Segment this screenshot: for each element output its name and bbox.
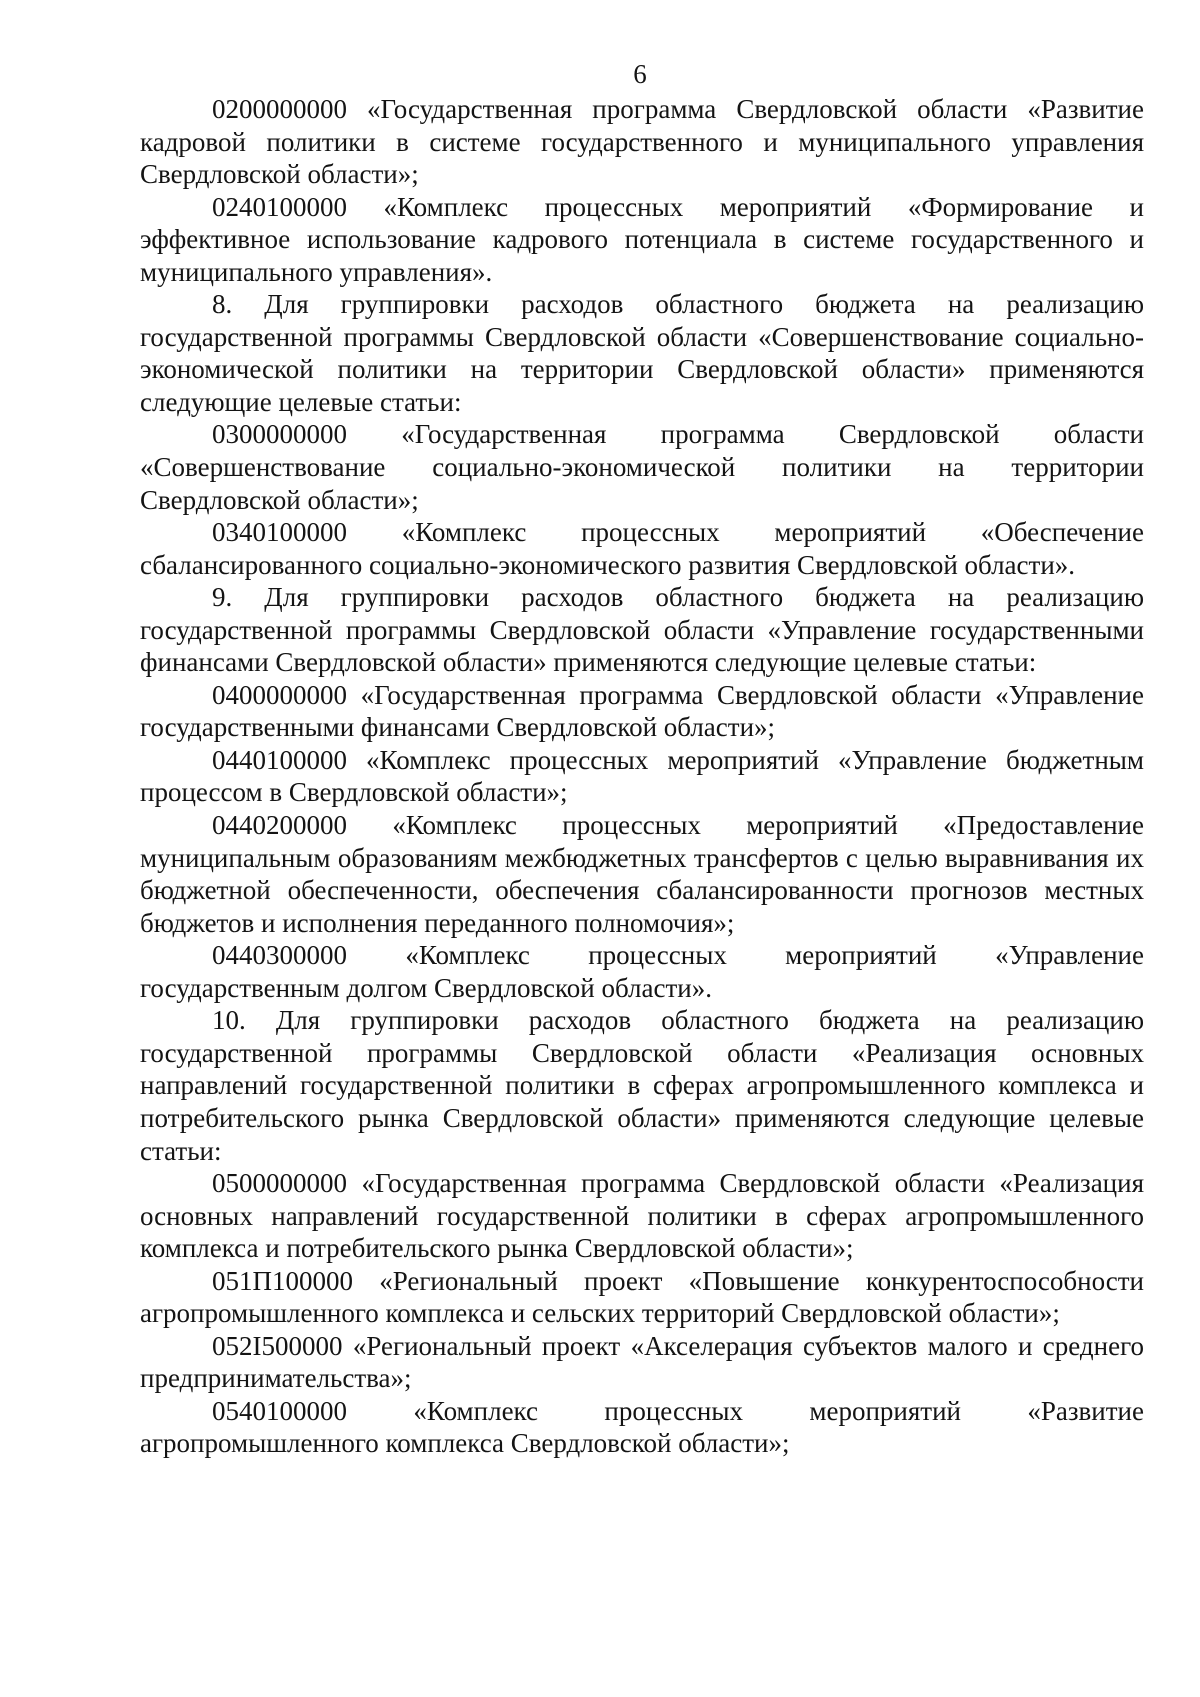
page-number: 6 <box>633 59 647 89</box>
paragraph-project-052I500000: 052I500000 «Региональный проект «Акселерация субъектов малого и среднего предпринимательства»; <box>140 1330 1144 1394</box>
document-body <box>140 93 1144 1460</box>
paragraph-program-0300000000: 0300000000 «Государственная программа Свердловской области «Совершенствование социально-экономической политики на территории Свердловской области»; <box>140 419 1144 515</box>
paragraph-program-0200000000: 0200000000 «Государственная программа Свердловской области «Развитие кадровой политики в системе государственного и муниципального управления Свердловской области»; <box>140 94 1144 190</box>
paragraph-complex-0440100000: 0440100000 «Комплекс процессных мероприятий «Управление бюджетным процессом в Свердловской области»; <box>140 744 1144 808</box>
paragraph-complex-0540100000: 0540100000 «Комплекс процессных мероприятий «Развитие агропромышленного комплекса Свердловской области»; <box>140 1395 1144 1459</box>
paragraph-complex-0440300000: 0440300000 «Комплекс процессных мероприятий «Управление государственным долгом Свердловской области». <box>140 940 1144 1003</box>
paragraph-item-10: 10. Для группировки расходов областного бюджета на реализацию государственной программы Свердловской области «Реализация основных направлений государственной политики в сферах агропромышленного комплекса и потребительского рынка Свердловской области» применяются следующие целевые статьи: <box>140 1005 1144 1166</box>
paragraph-item-9: 9. Для группировки расходов областного бюджета на реализацию государственной программы Свердловской области «Управление государственными финансами Свердловской области» применяются следующие целевые статьи: <box>140 582 1144 678</box>
paragraph-program-0400000000: 0400000000 «Государственная программа Свердловской области «Управление государственными финансами Свердловской области»; <box>140 679 1144 743</box>
paragraph-project-051P100000: 051П100000 «Региональный проект «Повышение конкурентоспособности агропромышленного комплекса и сельских территорий Свердловской области»; <box>140 1265 1144 1329</box>
paragraph-complex-0340100000: 0340100000 «Комплекс процессных мероприятий «Обеспечение сбалансированного социально-экономического развития Свердловской области». <box>140 517 1144 580</box>
paragraph-complex-0440200000: 0440200000 «Комплекс процессных мероприятий «Предоставление муниципальным образованиям межбюджетных трансфертов с целью выравнивания их бюджетной обеспеченности, обеспечения сбалансированности прогнозов местных бюджетов и исполнения переданного полномочия»; <box>140 810 1144 938</box>
paragraph-complex-0240100000: 0240100000 «Комплекс процессных мероприятий «Формирование и эффективное использование кадрового потенциала в системе государственного и муниципального управления». <box>140 191 1144 287</box>
paragraph-program-0500000000: 0500000000 «Государственная программа Свердловской области «Реализация основных направлений государственной политики в сферах агропромышленного комплекса и потребительского рынка Свердловской области»; <box>140 1168 1144 1264</box>
paragraph-item-8: 8. Для группировки расходов областного бюджета на реализацию государственной программы Свердловской области «Совершенствование социально-экономической политики на территории Свердловской области» применяются следующие целевые статьи: <box>140 289 1144 417</box>
